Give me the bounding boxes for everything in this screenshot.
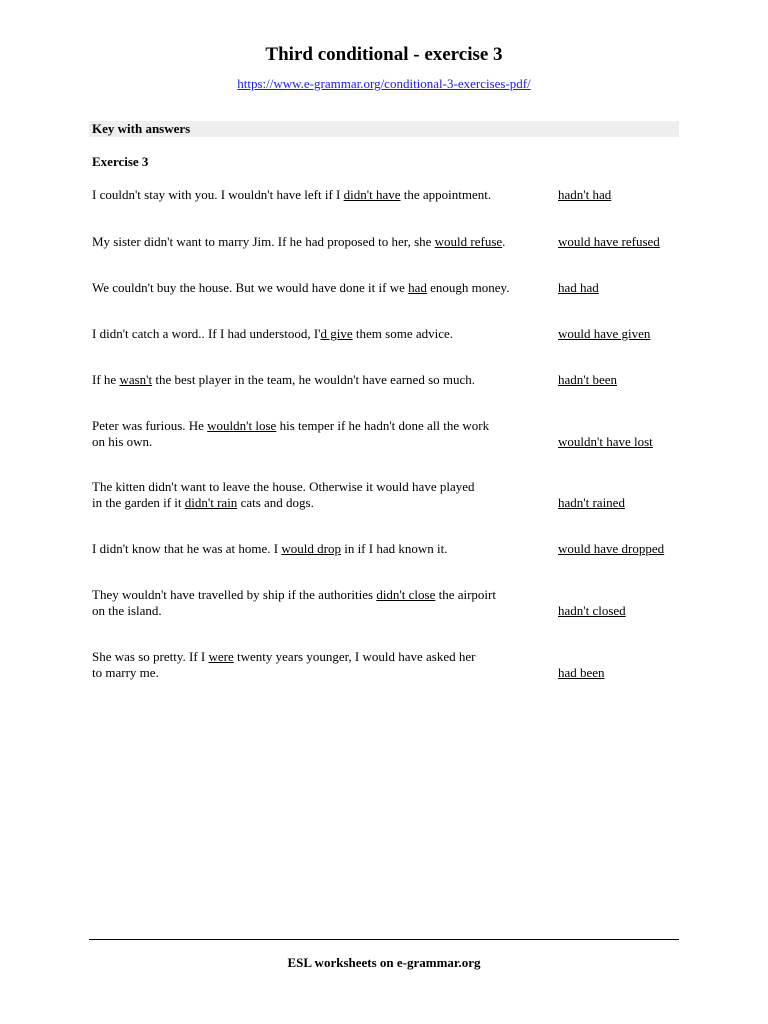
exercise-sentence	[92, 541, 552, 557]
sentence-text: in if I had known it.	[340, 541, 448, 556]
exercise-sentence	[92, 234, 552, 250]
page-title: Third conditional - exercise 3	[265, 44, 503, 65]
answer-text: hadn't had	[558, 187, 612, 202]
exercise-sentence	[92, 326, 552, 342]
footer-text: ESL worksheets on e-grammar.org	[287, 955, 481, 970]
source-link[interactable]: https://www.e-grammar.org/conditional-3-exercises-pdf/	[237, 76, 531, 91]
sentence-line	[92, 234, 552, 250]
answer-text: had had	[558, 280, 599, 295]
exercise-heading: Exercise 3	[92, 154, 149, 169]
exercise-sentence	[92, 280, 552, 296]
key-section-label: Key with answers	[92, 121, 191, 136]
sentence-text: to marry me.	[92, 664, 159, 680]
sentence-text: on his own.	[92, 433, 153, 449]
sentence-text: I didn't know that he was at home. I	[92, 541, 282, 556]
sentence-line	[92, 541, 552, 557]
underlined-verb: wouldn't lose	[207, 418, 277, 433]
exercise-sentence	[92, 479, 552, 510]
exercise-sentence	[92, 372, 552, 388]
underlined-verb: didn't have	[343, 187, 401, 202]
sentence-text: She was so pretty. If I	[92, 649, 209, 664]
exercise-sentence	[92, 649, 552, 680]
underlined-verb: didn't close	[376, 587, 436, 602]
exercise-sentence	[92, 587, 552, 618]
sentence-line	[92, 587, 552, 603]
underlined-verb: wasn't	[119, 372, 153, 387]
sentence-text: enough money.	[426, 280, 510, 295]
sentence-line	[92, 434, 552, 450]
sentence-line	[92, 665, 552, 681]
sentence-text: them some advice.	[352, 326, 454, 341]
underlined-verb: would refuse	[434, 234, 503, 249]
underlined-verb: would drop	[281, 541, 341, 556]
sentence-text: They wouldn't have travelled by ship if the authorities	[92, 587, 377, 602]
sentence-text: .	[502, 234, 506, 249]
sentence-text: twenty years younger, I would have asked her	[233, 649, 476, 664]
sentence-text: I didn't catch a word.. If I had understood, I'	[92, 326, 321, 341]
exercise-sentence	[92, 418, 552, 449]
sentence-line	[92, 603, 552, 619]
sentence-line	[92, 649, 552, 665]
answer-text: would have given	[558, 326, 651, 341]
sentence-line	[92, 418, 552, 434]
sentence-text: cats and dogs.	[237, 494, 314, 510]
sentence-text: My sister didn't want to marry Jim. If he had proposed to her, she	[92, 234, 435, 249]
sentence-line	[92, 326, 552, 342]
underlined-verb: didn't rain	[184, 494, 238, 510]
sentence-text: the best player in the team, he wouldn't have earned so much.	[152, 372, 476, 387]
answer-text: hadn't closed	[558, 602, 626, 618]
sentence-line	[92, 280, 552, 296]
underlined-verb: had	[408, 280, 427, 295]
sentence-text: I couldn't stay with you. I wouldn't have left if I	[92, 187, 344, 202]
sentence-line	[92, 479, 552, 495]
sentence-text: the airpoirt	[435, 587, 496, 602]
sentence-text: The kitten didn't want to leave the house. Otherwise it would have played	[92, 479, 475, 494]
underlined-verb: d give	[320, 326, 353, 341]
answer-text: would have dropped	[558, 541, 665, 556]
sentence-text: his temper if he hadn't done all the work	[276, 418, 490, 433]
footer-divider	[89, 939, 679, 940]
answer-text: wouldn't have lost	[558, 433, 653, 449]
sentence-text: Peter was furious. He	[92, 418, 208, 433]
answer-text: would have refused	[558, 234, 660, 249]
underlined-verb: were	[208, 649, 234, 664]
answer-text: hadn't been	[558, 372, 618, 387]
sentence-text: on the island.	[92, 602, 162, 618]
sentence-text: We couldn't buy the house. But we would have done it if we	[92, 280, 409, 295]
sentence-line	[92, 495, 552, 511]
sentence-text: the appointment.	[400, 187, 492, 202]
answer-text: hadn't rained	[558, 494, 625, 510]
sentence-line	[92, 187, 552, 203]
answer-text: had been	[558, 664, 605, 680]
sentence-text: If he	[92, 372, 120, 387]
sentence-text: in the garden if it	[92, 494, 185, 510]
exercise-sentence	[92, 187, 552, 203]
sentence-line	[92, 372, 552, 388]
